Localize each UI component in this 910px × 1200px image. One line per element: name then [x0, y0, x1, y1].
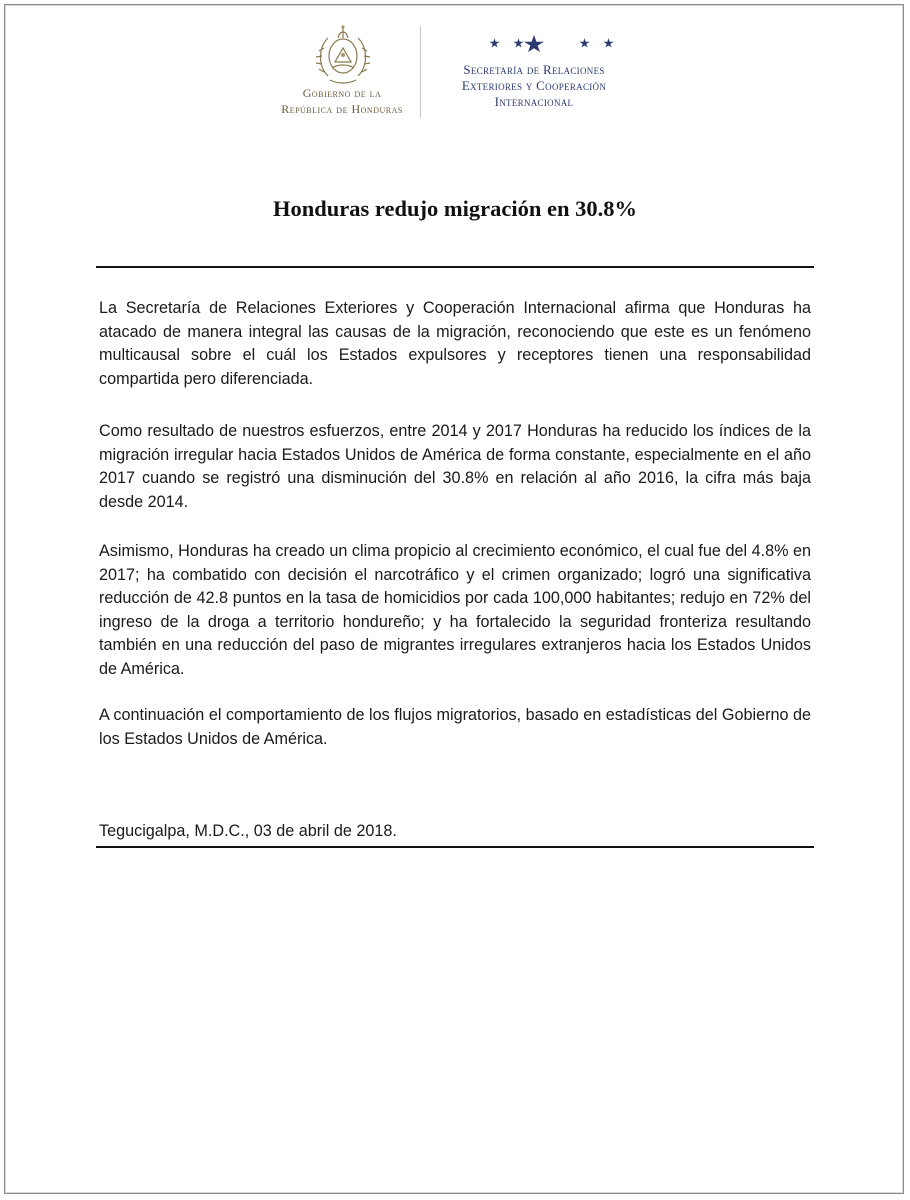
title-underline: [96, 266, 814, 268]
ministry-name-line-3: [428, 94, 640, 110]
five-stars-icon: [428, 34, 640, 54]
government-logo: [272, 20, 412, 124]
ministry-name-line-2: [428, 78, 640, 94]
government-name-text-1: Gobierno de la: [302, 86, 382, 100]
ministry-name-text-1: Secretaría de Relaciones: [463, 62, 605, 77]
paragraph-2: Como resultado de nuestros esfuerzos, entre 2014 y 2017 Honduras ha reducido los índices de la migración irregular hacia Estados Unidos de América de forma constante, especialmente en el año 2017 cuando se registró una disminución del 30.8% en relación al año 2016, la cifra más baja desde 2014.: [99, 422, 811, 511]
ministry-name-line-1: [428, 62, 640, 78]
paragraph-4: A continuación el comportamiento de los flujos migratorios, basado en estadísticas del Gobierno de los Estados Unidos de América.: [99, 706, 811, 748]
coat-of-arms-icon: [308, 22, 378, 86]
government-name-text-2: República de Honduras: [281, 102, 403, 116]
place-and-date: Tegucigalpa, M.D.C., 03 de abril de 2018.: [99, 822, 397, 840]
ministry-name-text-3: Internacional: [494, 94, 574, 109]
document-title: Honduras redujo migración en 30.8%: [273, 196, 637, 221]
closing-rule: [96, 846, 814, 848]
paragraph-3: Asimismo, Honduras ha creado un clima propicio al crecimiento económico, el cual fue del 4.8% en 2017; ha combatido con decisión el narcotráfico y el crimen organizado; logró una significativa reducción de 42.8 puntos en la tasa de homicidios por cada 100,000 habitantes; redujo en 72% del ingreso de la droga a territorio hondureño; y ha fortalecido la seguridad fronteriza resultando también en una reducción del paso de migrantes irregulares extranjeros hacia los Estados Unidos de América.: [99, 542, 811, 678]
government-name-line-2: [272, 102, 412, 117]
ministry-name-text-2: Exteriores y Cooperación: [461, 78, 607, 93]
ministry-logo: [428, 20, 640, 124]
paragraph-1: La Secretaría de Relaciones Exteriores y Cooperación Internacional afirma que Honduras ha atacado de manera integral las causas de la migración, reconociendo que este es un fenómeno multicausal sobre el cuál los Estados expulsores y receptores tienen una responsabilidad compartida pero diferenciada.: [99, 299, 811, 388]
government-name-line-1: [272, 86, 412, 101]
letterhead-divider: [420, 26, 421, 118]
letterhead: [272, 20, 642, 124]
